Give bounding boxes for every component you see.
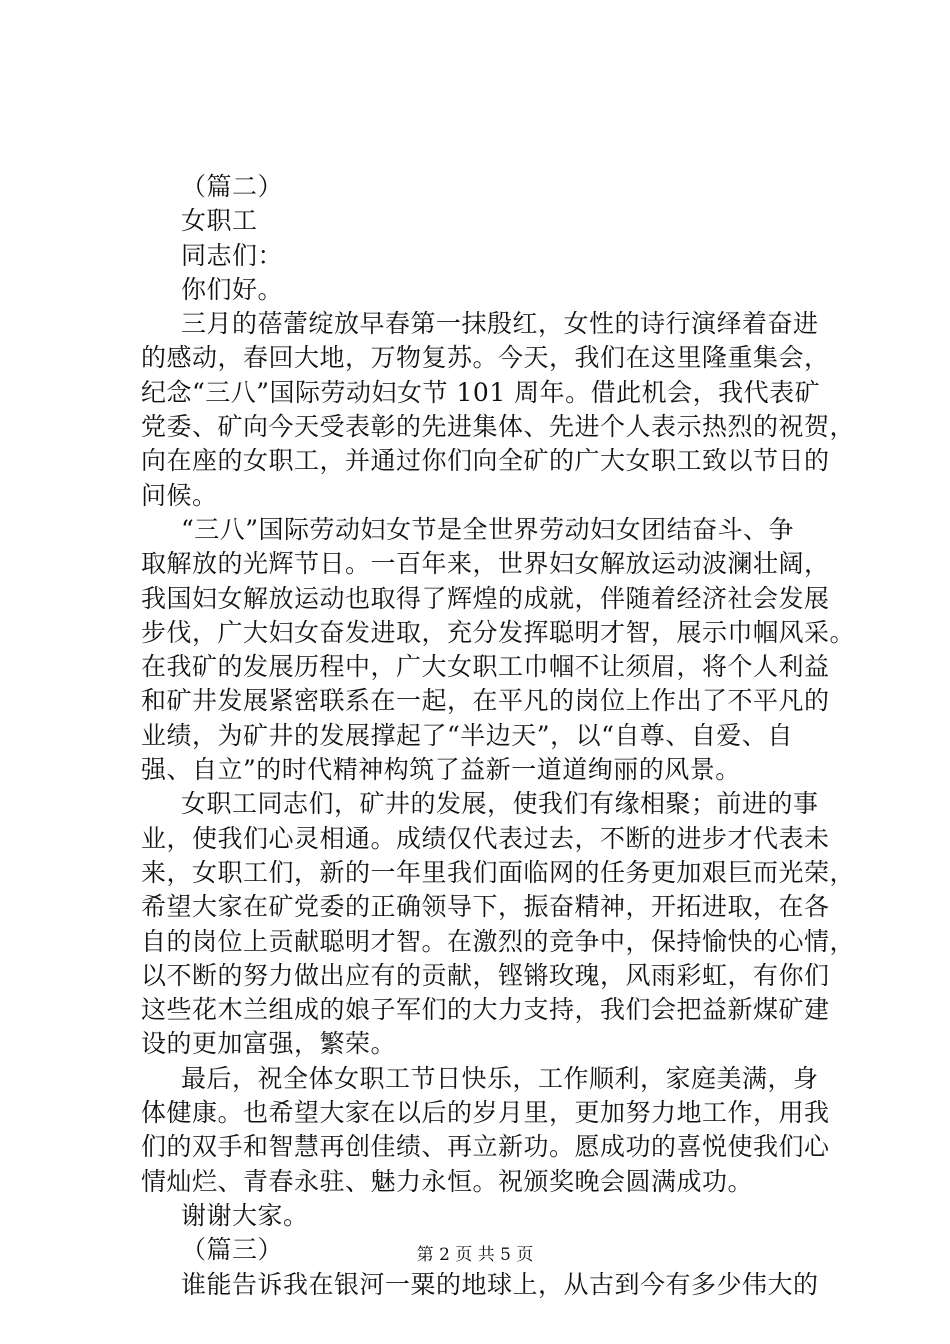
text-line: 女职工 [181,206,258,236]
text-line: 这些花木兰组成的娘子军们的大力支持，我们会把益新煤矿建 [141,995,830,1025]
text-line: 和矿井发展紧密联系在一起，在平凡的岗位上作出了不平凡的 [141,686,830,716]
text-line: 来，女职工们，新的一年里我们面临网的任务更加艰巨而光荣， [141,857,856,887]
text-line: （篇三） [181,1235,284,1265]
text-line: 问候。 [141,480,218,510]
page-number-footer: 第 2 页 共 5 页 [416,1245,534,1265]
text-line: “三八”国际劳动妇女节是全世界劳动妇女团结奋斗、争 [181,514,795,544]
text-line: （篇二） [181,172,284,201]
text-line: 体健康。也希望大家在以后的岁月里，更加努力地工作，用我 [141,1098,830,1128]
text-line: 最后，祝全体女职工节日快乐，工作顺利，家庭美满，身 [181,1063,819,1093]
text-line: 取解放的光辉节日。一百年来，世界妇女解放运动波澜壮阔， [141,549,830,579]
text-line: 党委、矿向今天受表彰的先进集体、先进个人表示热烈的祝贺， [141,412,856,442]
text-line: 我国妇女解放运动也取得了辉煌的成就，伴随着经济社会发展 [141,583,830,613]
text-line: 纪念“三八”国际劳动妇女节 101 周年。借此机会，我代表矿 [141,377,821,407]
text-line: 希望大家在矿党委的正确领导下，振奋精神，开拓进取，在各 [141,892,830,922]
document-body [141,170,856,1302]
text-line: 三月的蓓蕾绽放早春第一抹殷红，女性的诗行演绎着奋进 [181,309,819,339]
text-line: 业绩，为矿井的发展撑起了“半边天”，以“自尊、自爱、自 [141,720,793,750]
text-line: 以不断的努力做出应有的贡献，铿锵玫瑰，风雨彩虹，有你们 [141,960,830,990]
text-line: 你们好。 [181,274,284,304]
text-line: 步伐，广大妇女奋发进取，充分发挥聪明才智，展示巾帼风采。 [141,617,856,647]
text-line: 的感动，春回大地，万物复苏。今天，我们在这里隆重集会， [141,343,830,373]
text-line: 业，使我们心灵相通。成绩仅代表过去，不断的进步才代表未 [141,823,830,853]
text-line: 情灿烂、青春永驻、魅力永恒。祝颁奖晚会圆满成功。 [141,1166,754,1196]
text-line: 强、自立”的时代精神构筑了益新一道道绚丽的风景。 [141,755,741,785]
text-line: 自的岗位上贡献聪明才智。在激烈的竞争中，保持愉快的心情， [141,926,856,956]
text-line: 们的双手和智慧再创佳绩、再立新功。愿成功的喜悦使我们心 [141,1132,830,1162]
text-line: 设的更加富强，繁荣。 [141,1029,397,1059]
text-line: 向在座的女职工，并通过你们向全矿的广大女职工致以节日的 [141,446,830,476]
text-line: 谢谢大家。 [181,1200,309,1230]
text-line: 在我矿的发展历程中，广大女职工巾帼不让须眉，将个人利益 [141,652,830,682]
text-line: 谁能告诉我在银河一粟的地球上，从古到今有多少伟大的 [181,1269,819,1299]
text-line: 女职工同志们，矿井的发展，使我们有缘相聚；前进的事 [181,789,819,819]
text-line: 同志们： [181,240,284,270]
